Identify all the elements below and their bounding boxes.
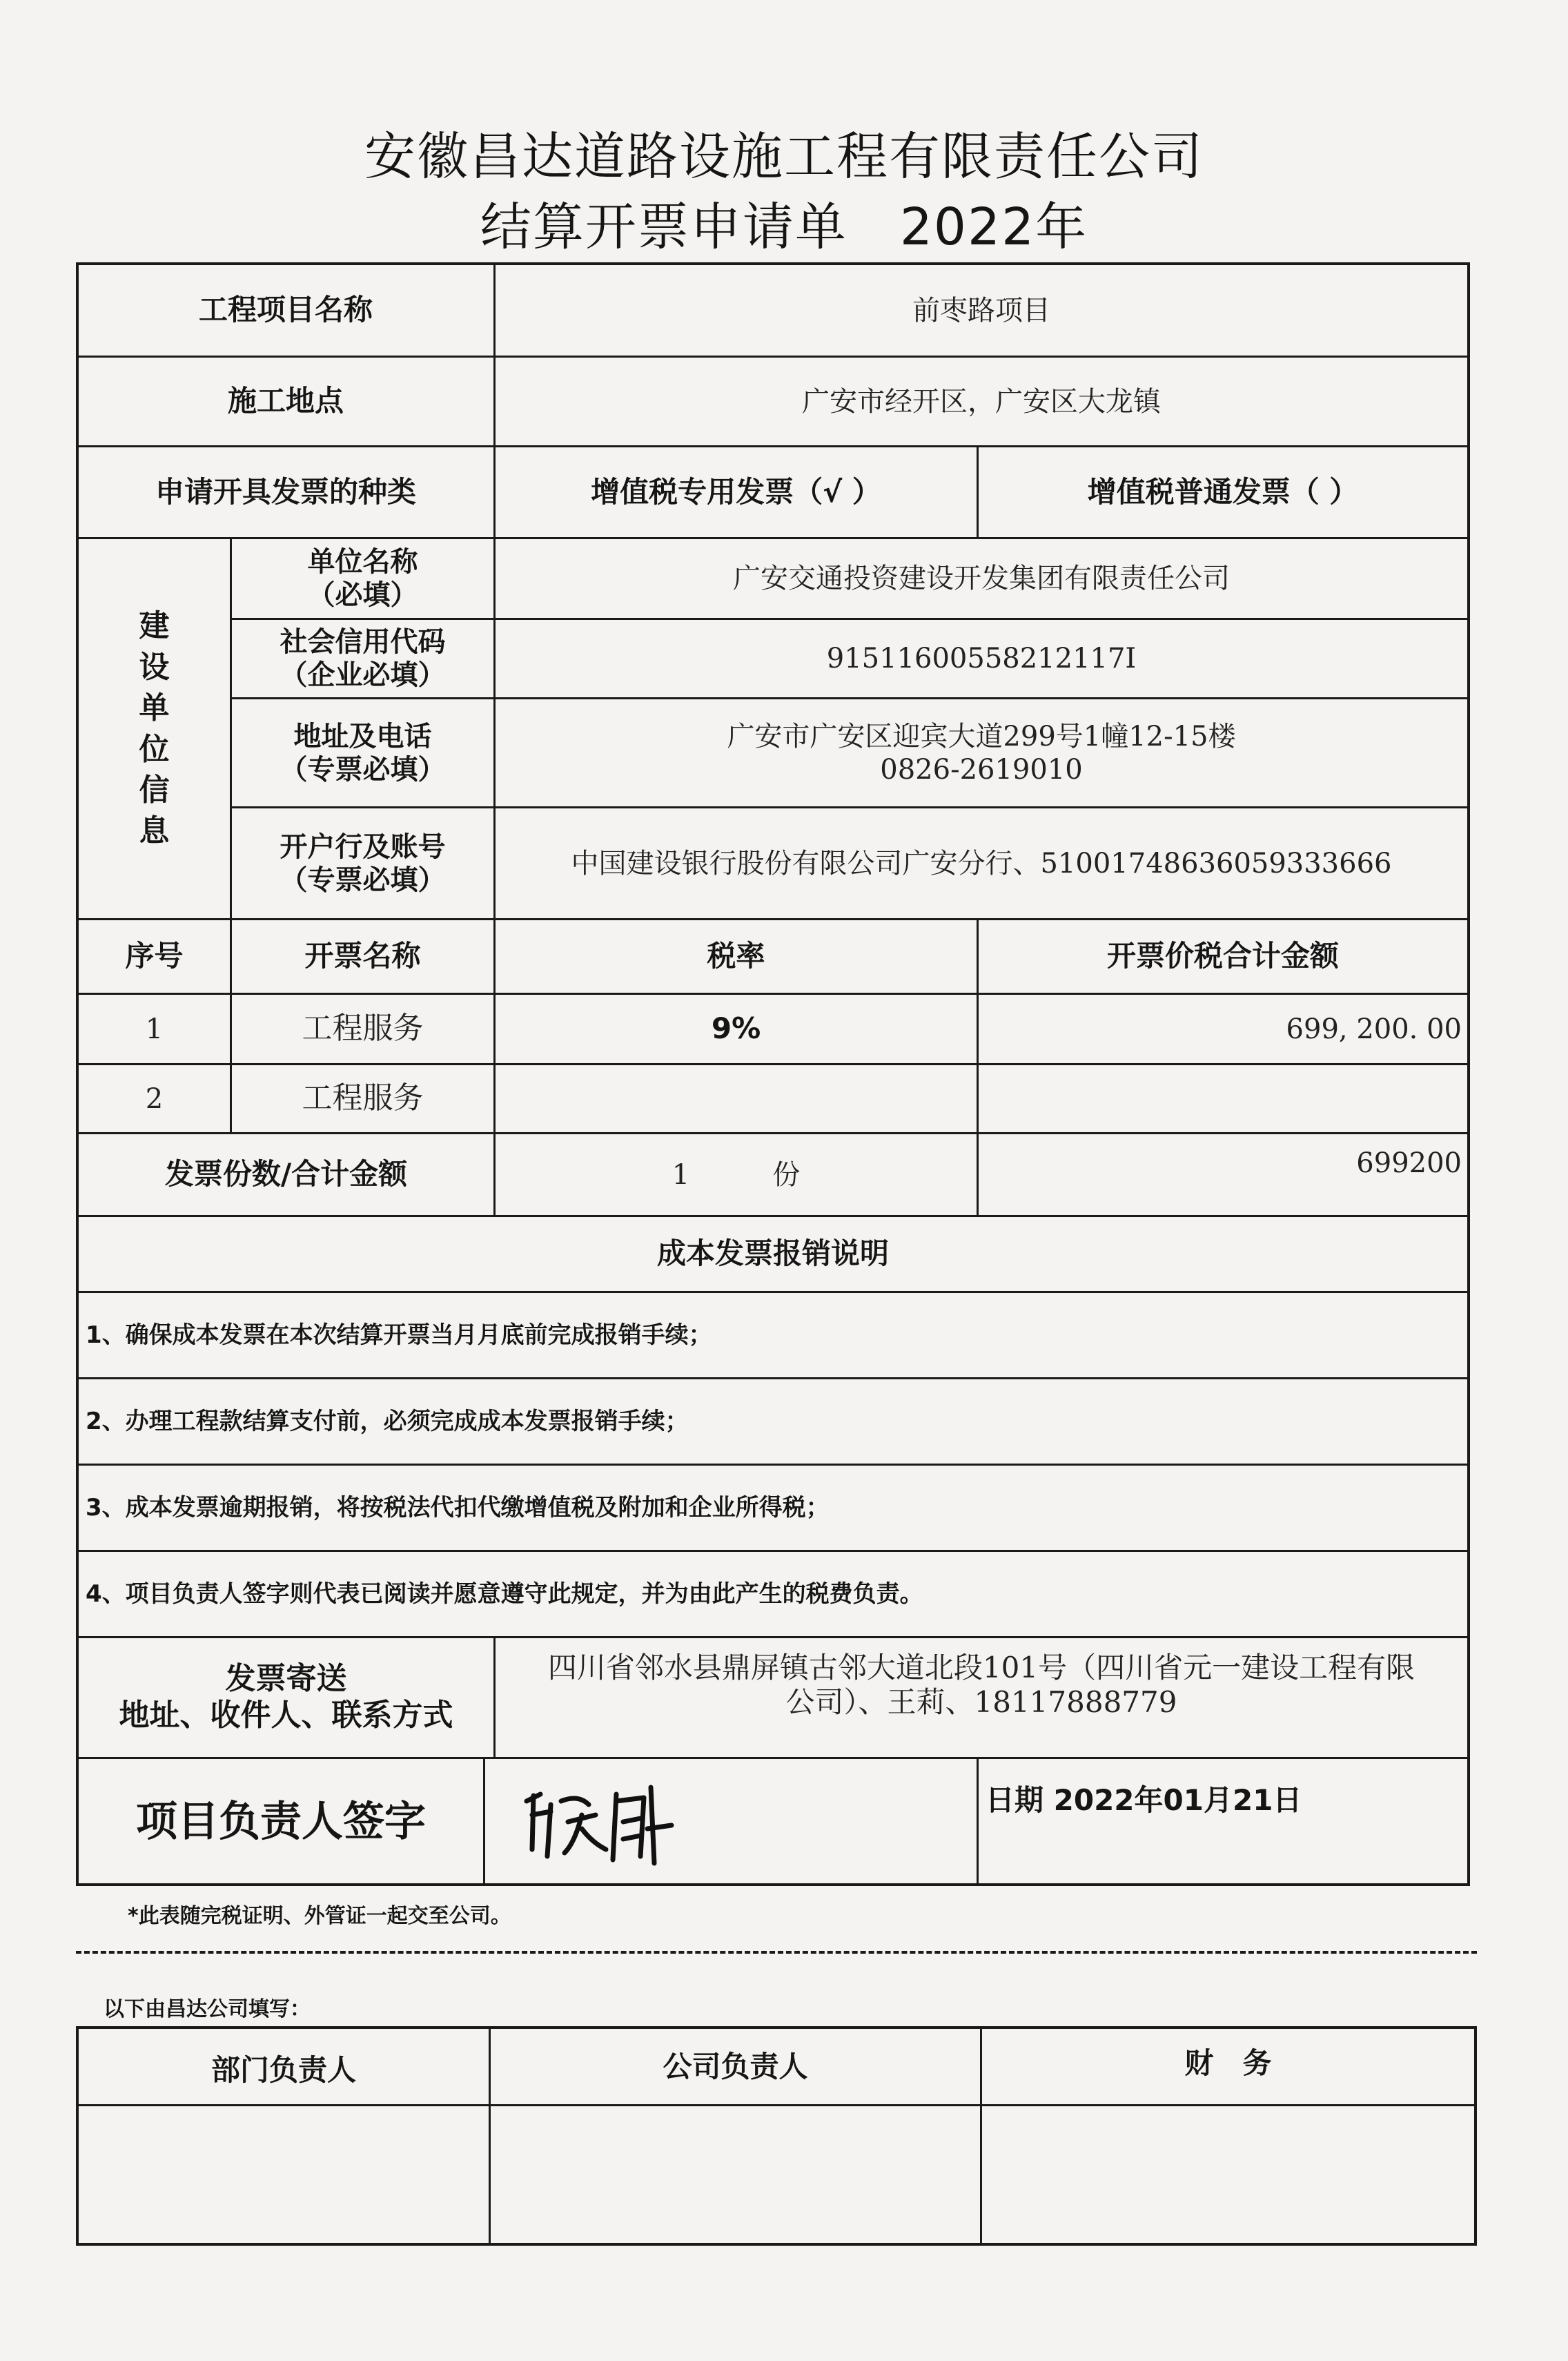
credit-code-label: 社会信用代码 （企业必填） [280, 626, 446, 691]
mailing-label: 发票寄送 地址、收件人、联系方式 [119, 1661, 453, 1733]
project-name-value: 前枣路项目 [912, 294, 1050, 327]
cost-note-2: 2、办理工程款结算支付前，必须完成成本发票报销手续； [86, 1407, 689, 1435]
col-header-rate: 税率 [707, 939, 765, 973]
item-2-no: 2 [145, 1082, 164, 1115]
sign-label: 项目负责人签字 [136, 1798, 426, 1846]
company-head-label: 公司负责人 [663, 2049, 808, 2083]
form-title: 结算开票申请单 2022年 [480, 197, 1088, 257]
site-label: 施工地点 [227, 384, 344, 418]
invoice-type-normal: 增值税普通发票（ ） [1087, 474, 1359, 509]
dept-head-label: 部门负责人 [210, 2052, 356, 2087]
cost-note-4: 4、项目负责人签字则代表已阅读并愿意遵守此规定，并为由此产生的税费负责。 [86, 1580, 923, 1608]
site-value: 广安市经开区，广安区大龙镇 [802, 385, 1161, 418]
cost-note-3: 3、成本发票逾期报销，将按税法代扣代缴增值税及附加和企业所得税； [86, 1493, 830, 1522]
dashed-separator [76, 1951, 1477, 1954]
address-phone-value: 广安市广安区迎宾大道299号1幢12-15楼 0826-2619010 [727, 720, 1236, 786]
signature-image [485, 1759, 977, 1885]
bank-account-value: 中国建设银行股份有限公司广安分行、51001748636059333666 [571, 847, 1392, 880]
mailing-value: 四川省邻水县鼎屏镇古邻大道北段101号（四川省元一建设工程有限 公司）、王莉、18117888779 [547, 1651, 1415, 1720]
cost-notes-heading: 成本发票报销说明 [656, 1236, 889, 1271]
dept-head-signature-area[interactable] [79, 2106, 489, 2243]
project-name-label: 工程项目名称 [198, 293, 373, 327]
item-2-amount [979, 1065, 1467, 1132]
invoice-copies-unit: 份 [772, 1158, 801, 1191]
item-1-name: 工程服务 [302, 1011, 424, 1047]
sign-date: 日期 2022年01月21日 [986, 1782, 1302, 1817]
client-info-group-label: 建 设 单 位 信 息 [139, 608, 170, 849]
finance-signature-area[interactable] [982, 2106, 1474, 2243]
invoice-copies-count: 1 [672, 1158, 690, 1191]
item-1-amount: 699, 200. 00 [1286, 1013, 1462, 1045]
company-head-signature-area[interactable] [491, 2106, 980, 2243]
total-amount: 699200 [1356, 1147, 1462, 1179]
invoice-copies [496, 1134, 977, 1215]
item-1-rate: 9% [711, 1011, 761, 1046]
bank-account-label: 开户行及账号 （专票必填） [280, 830, 446, 896]
item-2-rate [496, 1065, 977, 1132]
col-header-name: 开票名称 [304, 939, 421, 973]
invoice-type-special: 增值税专用发票（√ ） [591, 474, 881, 509]
cost-note-1: 1、确保成本发票在本次结算开票当月月底前完成报销手续； [86, 1321, 712, 1349]
item-2-name: 工程服务 [302, 1080, 424, 1116]
client-name-value: 广安交通投资建设开发集团有限责任公司 [733, 563, 1230, 594]
credit-code-value: 91511600558212117I [826, 643, 1137, 674]
internal-caption: 以下由昌达公司填写： [104, 1997, 311, 2021]
invoice-type-label: 申请开具发票的种类 [155, 474, 416, 509]
col-header-amount: 开票价税合计金额 [1106, 939, 1339, 973]
company-title: 安徽昌达道路设施工程有限责任公司 [364, 127, 1204, 186]
col-header-no: 序号 [125, 939, 184, 973]
footnote: *此表随完税证明、外管证一起交至公司。 [128, 1904, 511, 1928]
finance-label: 财 务 [1184, 2046, 1272, 2080]
address-phone-label: 地址及电话 （专票必填） [280, 720, 446, 786]
total-label: 发票份数/合计金额 [164, 1157, 408, 1192]
item-1-no: 1 [145, 1013, 164, 1045]
client-name-label: 单位名称 （必填） [307, 546, 418, 611]
